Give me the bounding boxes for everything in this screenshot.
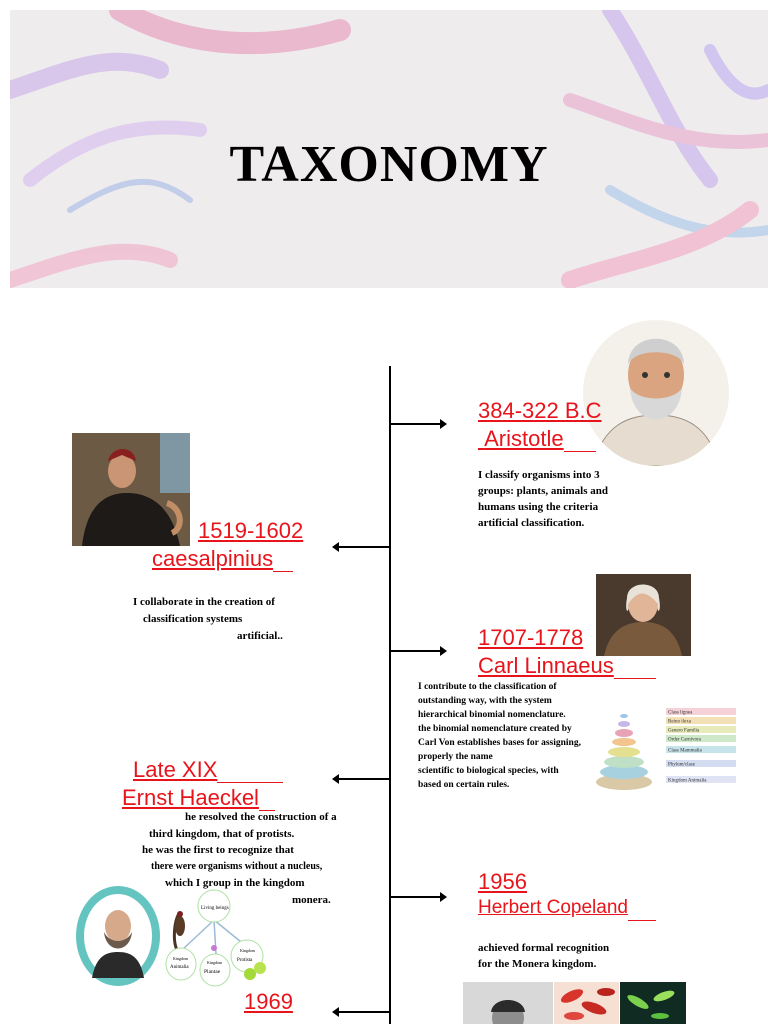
- arrow-left: [334, 546, 389, 548]
- text-line: monera.: [292, 893, 331, 906]
- microbe-image: [620, 982, 686, 1024]
- entry-description: [478, 467, 608, 531]
- text-line: the binomial nomenclature created by: [418, 724, 572, 734]
- diagram-label: Plantae: [204, 969, 221, 975]
- aristotle-portrait: [583, 320, 729, 466]
- text-line: based on certain rules.: [418, 780, 510, 790]
- entry-name-row: [152, 546, 293, 572]
- entry-name-row: [122, 785, 275, 811]
- entry-name: Ernst Haeckel: [122, 785, 259, 810]
- text-line: which I group in the kingdom: [165, 877, 305, 889]
- text-line: I collaborate in the creation of: [133, 596, 275, 608]
- diagram-label: Kingdom: [173, 956, 189, 961]
- entry-date: 384-322 B.C: [478, 398, 602, 423]
- entry-name: Aristotle: [484, 426, 564, 451]
- hierarchy-label: Kingdom Animalia: [668, 778, 707, 784]
- text-line: scientific to biological species, with: [418, 766, 559, 776]
- text-line: he resolved the construction of a: [185, 811, 337, 823]
- arrow-right: [391, 650, 445, 652]
- entry-date: 1707-1778: [478, 625, 584, 650]
- text-line: achieved formal recognition: [478, 942, 610, 954]
- timeline-axis: [389, 366, 391, 1024]
- entry-date: 1956: [478, 869, 527, 894]
- hierarchy-label: Order Carnivora: [668, 737, 701, 743]
- linnaeus-portrait: [596, 574, 691, 656]
- text-line: groups: plants, animals and: [478, 485, 609, 497]
- text-line: for the Monera kingdom.: [478, 958, 597, 970]
- diagram-label: Animalia: [170, 965, 189, 970]
- text-line: outstanding way, with the system: [418, 696, 552, 706]
- entry-name-row: [478, 653, 656, 679]
- text-line: Carl Von establishes bases for assigning,: [418, 738, 581, 748]
- entry-name-row: [478, 895, 656, 921]
- arrow-right: [391, 896, 445, 898]
- hierarchy-label: Reino ilexa: [668, 719, 691, 725]
- entry-date-row: [198, 518, 303, 544]
- hierarchy-label: Genero Familia: [668, 728, 700, 734]
- diagram-label: Kingdom: [240, 948, 256, 953]
- text-line: classification systems: [143, 613, 243, 625]
- entry-description: [418, 680, 581, 792]
- bacteria-image: [554, 982, 619, 1024]
- taxonomy-hierarchy-diagram: [594, 696, 742, 792]
- text-line: he was the first to recognize that: [142, 844, 294, 856]
- diagram-label: Protista: [237, 958, 253, 963]
- text-line: I contribute to the classification of: [418, 682, 557, 692]
- text-line: third kingdom, that of protists.: [149, 827, 295, 840]
- kingdom-diagram: [74, 882, 274, 994]
- hierarchy-label: Phylum/clase: [668, 762, 695, 768]
- text-line: artificial classification.: [478, 517, 585, 529]
- diagram-label: Kingdom: [207, 960, 223, 965]
- arrow-left: [334, 778, 389, 780]
- entry-date: 1969: [244, 989, 293, 1014]
- entry-date: 1519-1602: [198, 518, 304, 543]
- diagram-label: Living beings: [201, 906, 229, 911]
- text-line: hierarchical binomial nomenclature.: [418, 710, 566, 720]
- entry-date-row: [133, 757, 283, 783]
- entry-date: Late XIX: [133, 757, 218, 782]
- text-line: I classify organisms into 3: [478, 469, 600, 481]
- caesalpinius-portrait: [72, 433, 190, 546]
- entry-description: [133, 594, 283, 645]
- text-line: there were organisms without a nucleus,: [151, 860, 323, 872]
- entry-name-row: [478, 426, 596, 452]
- entry-name: Carl Linnaeus: [478, 653, 614, 678]
- hierarchy-label: Class lignea: [668, 710, 693, 716]
- page-title: TAXONOMY: [229, 136, 549, 193]
- text-line: artificial..: [237, 630, 283, 642]
- entry-name: Herbert Copeland: [478, 897, 628, 918]
- hierarchy-label: Class Mammalia: [668, 748, 702, 754]
- arrow-left: [334, 1011, 389, 1013]
- arrow-right: [391, 423, 445, 425]
- copeland-portrait: [463, 982, 553, 1024]
- title-banner: [10, 10, 768, 288]
- text-line: properly the name: [418, 752, 493, 762]
- text-line: humans using the criteria: [478, 501, 599, 513]
- entry-description: [478, 940, 609, 972]
- entry-name: caesalpinius: [152, 546, 274, 571]
